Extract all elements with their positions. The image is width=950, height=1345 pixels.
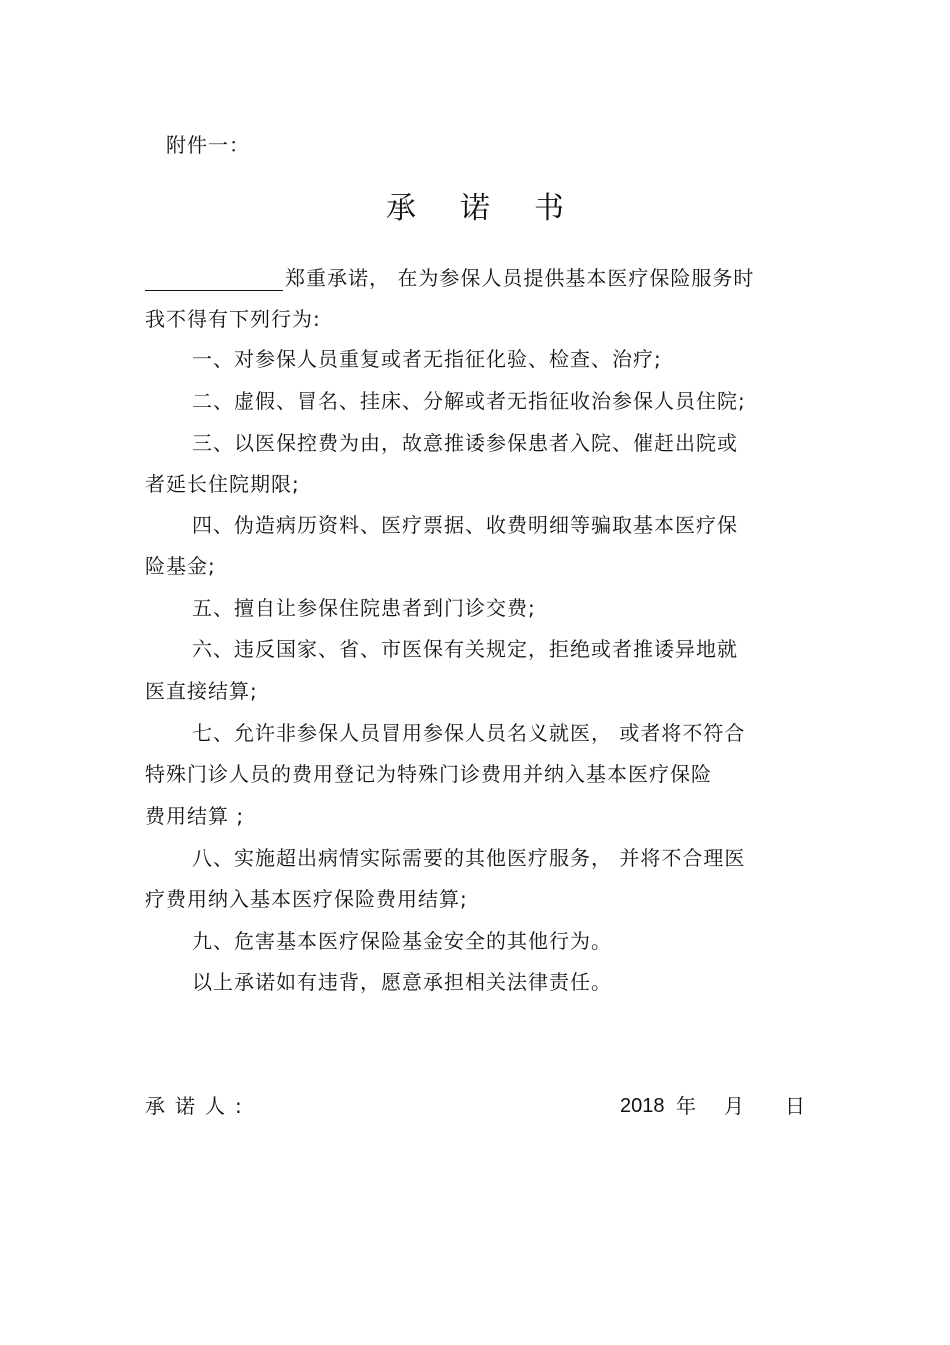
item-6-line-1: 六、违反国家、省、市医保有关规定，拒绝或者推诿异地就 <box>192 637 738 661</box>
title-char: 诺 <box>460 191 490 226</box>
item-9-line-1: 九、危害基本医疗保险基金安全的其他行为。 <box>192 929 612 953</box>
item-4-line-1: 四、伪造病历资料、医疗票据、收费明细等骗取基本医疗保 <box>192 513 738 537</box>
date-month-unit: 月 <box>724 1094 745 1118</box>
item-7-line-2: 特殊门诊人员的费用登记为特殊门诊费用并纳入基本医疗保险 <box>145 762 712 786</box>
item-7-line-1: 七、允许非参保人员冒用参保人员名义就医， 或者将不符合 <box>192 721 746 745</box>
name-blank-line <box>145 290 283 291</box>
attachment-label: 附件一： <box>166 133 250 157</box>
item-7-line-3: 费用结算 ; <box>145 804 245 828</box>
item-1-line-1: 一、对参保人员重复或者无指征化验、检查、治疗; <box>192 347 662 371</box>
title-char: 书 <box>534 191 564 226</box>
item-6-line-2: 医直接结算; <box>145 679 258 703</box>
item-8-line-2: 疗费用纳入基本医疗保险费用结算; <box>145 887 468 911</box>
document-title <box>0 190 950 228</box>
item-3-line-1: 三、以医保控费为由，故意推诿参保患者入院、催赶出院或 <box>192 431 738 455</box>
intro-line-2: 我不得有下列行为: <box>145 307 321 331</box>
date-day-unit: 日 <box>785 1094 806 1118</box>
item-4-line-2: 险基金; <box>145 554 216 578</box>
date-year: 2018 <box>620 1095 665 1117</box>
item-8-line-1: 八、实施超出病情实际需要的其他医疗服务， 并将不合理医 <box>192 846 746 870</box>
signature-label: 承诺人: <box>145 1094 252 1118</box>
item-5-line-1: 五、擅自让参保住院患者到门诊交费; <box>192 596 536 620</box>
closing-statement: 以上承诺如有违背，愿意承担相关法律责任。 <box>192 970 612 994</box>
title-char: 承 <box>386 191 416 226</box>
item-3-line-2: 者延长住院期限; <box>145 472 300 496</box>
intro-line-1: 郑重承诺， 在为参保人员提供基本医疗保险服务时 <box>285 266 755 290</box>
date-year-unit: 年 <box>676 1094 697 1118</box>
item-2-line-1: 二、虚假、冒名、挂床、分解或者无指征收治参保人员住院; <box>192 389 746 413</box>
